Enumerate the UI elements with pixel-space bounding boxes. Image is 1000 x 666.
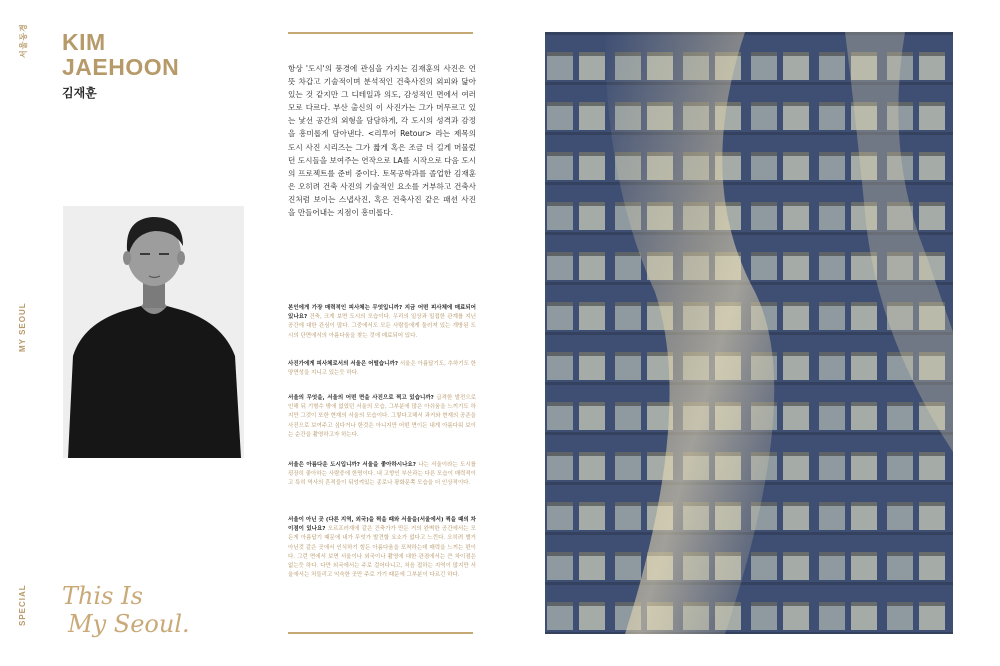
bottom-divider: [288, 632, 473, 634]
qa-item: [288, 516, 476, 580]
building-facade-photo: [545, 32, 953, 634]
qa-item: [288, 360, 476, 378]
question: 서울의 무엇을, 서울의 어떤 면을 사진으로 찍고 있습니까?: [288, 395, 434, 401]
portrait-photo: [63, 206, 244, 458]
question: 서울이 아닌 곳 (다른 지역, 외국)을 찍을 때와 서울을(서울에서) 찍을 때의 차이점이 있나요?: [288, 517, 476, 533]
section-label-special: SPECIAL: [18, 584, 27, 626]
signature-line-1: This Is: [62, 582, 143, 610]
name-line-2: JAEHOON: [62, 54, 180, 80]
answer: 나는 서울이라는 도시를 굉장히 좋아하는 사람중에 한명이다. 내 고향인 부산과는 다른 모습이 매력적이고 특히 역사의 흔적들이 뒤엉켜있는 종로나 광화문쪽 모습을 더 인상적이다.: [288, 462, 477, 487]
photographer-name-english: [62, 30, 262, 80]
question: 사진가에게 피사체로서의 서울은 어떨습니까?: [288, 361, 399, 367]
signature-script: [62, 582, 212, 638]
answer: 급격한 발전으로 인해 뒤 기형수 밖에 없었던 서울의 모습, 그부분에 많은 아쉬움을 느끼기도 하지만 그것이 또한 현재의 서울의 모습이다. 그렇다고해서 과거와 현재의 공존을 사진으로 보여주고 싶다거나 한것은 아니지만 어떤 면이든 내게 아름다워 보이는 순간을 촬영하고자 하는다.: [288, 395, 476, 438]
answer: 오르프러재에 같은 건축가가 만든 거의 완벽한 공간에서는 모든게 아름답기 때문에 내가 무엇가 발견할 요소가 없다고 느낀다. 오히려 별거 아닌것 같은 곳에서 인식하기 힘든 아름다움을 포착하는데 매력을 느끼는 편이다. 그런 면에서 보면 서울이나 외국이나 촬영에 대한 관점에서는 큰 차이점은 없는듯 하다. 다만 외국에서는 주로 걸어다니고, 처음 접하는 지역이 많지만 서울에서는 처들리고 익숙한 곳만 주로 가기 때문에 그부분이 다르긴 하다.: [288, 526, 476, 579]
qa-item: [288, 461, 476, 489]
signature-line-2: My Seoul.: [68, 610, 190, 638]
section-label-top: 서울동경: [19, 23, 28, 58]
portrait-illustration: [63, 206, 244, 458]
question: 본인에게 가장 매력적인 피사체는 무엇입니까? 지금 어떤 피사체에 매료되어 있나요?: [288, 305, 476, 321]
answer: 건축, 크게 보면 도시의 모습이다. 우리의 일상과 밀접한 관계를 지닌 공간에 대한 관심이 많다. 그중에서도 모든 사람들에게 둘러져 있는 개방된 도시의 단면에서의 아름다움을 찾는 것에 매료되어 있다.: [288, 314, 477, 339]
photographer-name-korean: 김재훈: [62, 86, 97, 100]
qa-item: [288, 304, 476, 341]
facade-illustration: [545, 32, 953, 634]
qa-item: [288, 394, 476, 440]
top-divider: [288, 32, 473, 34]
intro-paragraph: 항상 '도시'의 풍경에 관심을 가지는 김재훈의 사진은 언뜻 차갑고 기술적이며 분석적인 건축사진의 외피와 닮아있는 것 같지만 그 디테일과 의도, 감성적인 면에서 여러모로 다르다. 부산 출신의 이 사진가는 그가 머무르고 있는 낯선 공간의 외형을 담담하게, 각 도시의 성격과 감정을 흥미롭게 담아낸다. <리투어 Retour> 라는 제목의 도시 사진 시리즈는 그가 짧게 혹은 조금 더 길게 머물렀던 도시들을 보여주는 연작으로 LA를 시작으로 다음 도시의 프로젝트를 준비 중이다. 토목공학과를 졸업한 김재훈은 오히려 건축 사진의 기술적인 요소를 거부하고 건축사진처럼 보이는 스냅사진, 혹은 건축사진 같은 패션 사진을 만들어내는 지점이 흥미롭다.: [288, 64, 476, 218]
section-label-my-seoul: MY SEOUL: [18, 302, 27, 352]
answer: 서울은 아름답기도, 추하기도 한 양면성을 지니고 있는듯 하다.: [288, 361, 476, 377]
name-line-1: KIM: [62, 29, 106, 55]
question: 서울은 아름다운 도시입니까? 서울을 좋아하시나요?: [288, 462, 416, 468]
